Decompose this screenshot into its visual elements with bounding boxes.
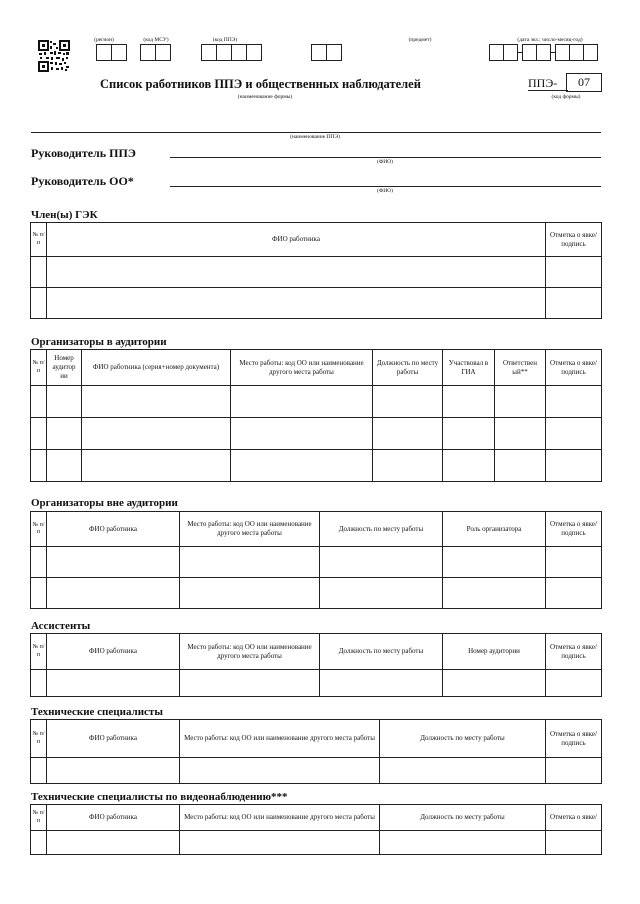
- col-position: Должность по месту работы: [380, 805, 546, 831]
- col-position: Должность по месту работы: [320, 634, 443, 670]
- video-title: Технические специалисты по видеонаблюдению***: [31, 791, 288, 803]
- table-row[interactable]: [31, 831, 602, 855]
- table-header-row: [31, 720, 602, 758]
- org-out-title: Организаторы вне аудитории: [31, 497, 178, 509]
- region-label: (регион): [94, 37, 114, 43]
- table-row[interactable]: [31, 418, 602, 450]
- assist-title: Ассистенты: [31, 620, 91, 632]
- oo-head-label: Руководитель ОО*: [31, 174, 134, 188]
- date-separator: [517, 52, 522, 53]
- mcu-label: (код МСУ): [143, 37, 169, 43]
- col-fio: ФИО работника: [47, 223, 546, 257]
- gek-table: [30, 222, 602, 319]
- form-code-prefix: ППЭ-: [528, 76, 558, 90]
- col-work: Место работы: код ОО или наименование другого места работы: [180, 634, 320, 670]
- col-position: Должность по месту работы: [373, 350, 443, 386]
- table-header-row: [31, 634, 602, 670]
- table-row[interactable]: [31, 288, 602, 319]
- table-row[interactable]: [31, 547, 602, 578]
- col-position: Должность по месту работы: [320, 512, 443, 547]
- col-num: № п/п: [31, 805, 47, 831]
- table-row[interactable]: [31, 450, 602, 482]
- col-room: Номер аудитор ии: [47, 350, 82, 386]
- org-in-title: Организаторы в аудитории: [31, 336, 167, 348]
- col-num: № п/п: [31, 350, 47, 386]
- oo-head-line[interactable]: [170, 186, 601, 187]
- col-fio: ФИО работника (серия+номер документа): [82, 350, 231, 386]
- qr-code-icon: [38, 40, 70, 72]
- org-out-table: [30, 511, 602, 609]
- col-mark: Отметка о явке/ подпись: [546, 634, 602, 670]
- ppe-name-line[interactable]: [31, 132, 601, 133]
- col-num: № п/п: [31, 720, 47, 758]
- video-table: [30, 804, 602, 855]
- form-code-underline: [528, 90, 568, 91]
- tech-table: [30, 719, 602, 784]
- col-work: Место работы: код ОО или наименование другого места работы: [231, 350, 373, 386]
- table-header-row: [31, 512, 602, 547]
- col-num: № п/п: [31, 634, 47, 670]
- col-mark: Отметка о явке/ подпись: [546, 350, 602, 386]
- ppe-head-fio-caption: (ФИО): [377, 159, 393, 165]
- table-header-row: [31, 805, 602, 831]
- col-room: Номер аудитории: [443, 634, 546, 670]
- col-fio: ФИО работника: [47, 805, 180, 831]
- col-num: № п/п: [31, 512, 47, 547]
- table-header-row: [31, 223, 602, 257]
- col-gia: Участвовал в ГИА: [443, 350, 495, 386]
- form-code-number: 07: [566, 73, 602, 92]
- table-row[interactable]: [31, 670, 602, 697]
- assist-table: [30, 633, 602, 697]
- col-role: Роль организатора: [443, 512, 546, 547]
- subject-label: (предмет): [408, 37, 432, 43]
- form-title: Список работников ППЭ и общественных наблюдателей: [100, 77, 421, 91]
- ppe-name-caption: (наименование ППЭ): [290, 134, 340, 140]
- col-position: Должность по месту работы: [380, 720, 546, 758]
- form-code-caption: (код формы): [551, 94, 581, 100]
- gek-title: Член(ы) ГЭК: [31, 209, 98, 221]
- col-mark: Отметка о явке/ подпись: [546, 720, 602, 758]
- col-mark: Отметка о явке/: [546, 805, 602, 831]
- ppe-code-label: (код ППЭ): [212, 37, 238, 43]
- date-separator: [550, 52, 555, 53]
- table-row[interactable]: [31, 578, 602, 609]
- org-in-table: [30, 349, 602, 482]
- oo-head-fio-caption: (ФИО): [377, 188, 393, 194]
- table-header-row: [31, 350, 602, 386]
- col-work: Место работы: код ОО или наименование другого места работы: [180, 720, 380, 758]
- form-title-caption: (наименование формы): [237, 94, 293, 100]
- tech-title: Технические специалисты: [31, 706, 163, 718]
- table-row[interactable]: [31, 257, 602, 288]
- col-fio: ФИО работника: [47, 720, 180, 758]
- date-label: (дата экз.: число-месяц-год): [517, 37, 583, 43]
- col-num: № п/п: [31, 223, 47, 257]
- col-fio: ФИО работника: [47, 634, 180, 670]
- col-responsible: Ответствен ый**: [495, 350, 546, 386]
- col-work: Место работы: код ОО или наименование другого места работы: [180, 805, 380, 831]
- col-mark: Отметка о явке/ подпись: [546, 223, 602, 257]
- col-fio: ФИО работника: [47, 512, 180, 547]
- table-row[interactable]: [31, 386, 602, 418]
- col-work: Место работы: код ОО или наименование другого места работы: [180, 512, 320, 547]
- ppe-head-line[interactable]: [170, 157, 601, 158]
- table-row[interactable]: [31, 758, 602, 784]
- col-mark: Отметка о явке/ подпись: [546, 512, 602, 547]
- ppe-head-label: Руководитель ППЭ: [31, 146, 136, 160]
